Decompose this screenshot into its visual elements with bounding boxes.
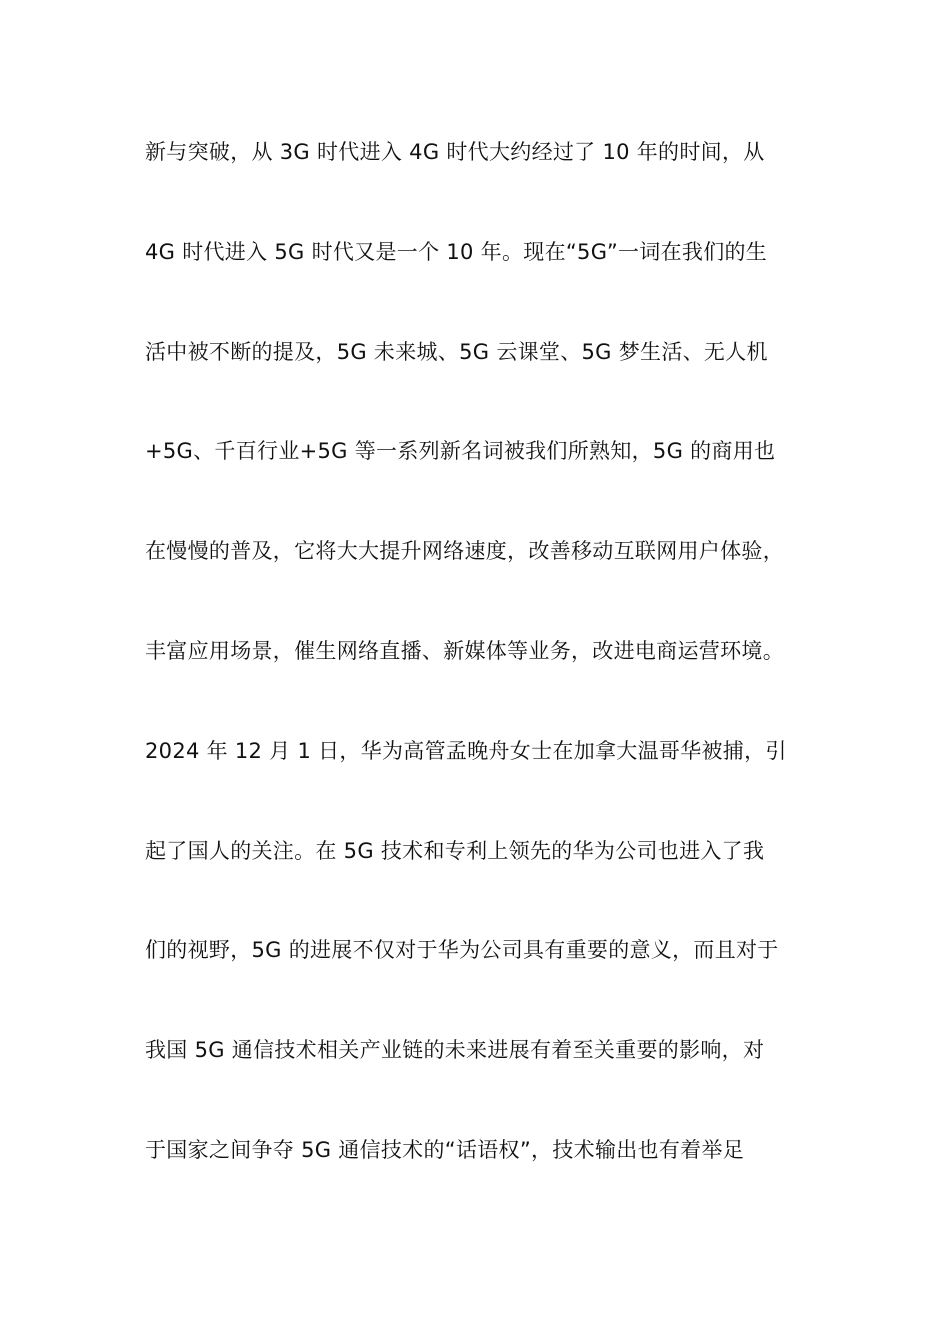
text-line: 起了国人的关注。在 5G 技术和专利上领先的华为公司也进入了我 (145, 838, 765, 863)
text-line: 在慢慢的普及，它将大大提升网络速度，改善移动互联网用户体验， (145, 539, 784, 564)
text-line: 4G 时代进入 5G 时代又是一个 10 年。现在“5G”一词在我们的生 (145, 239, 768, 264)
text-line: 丰富应用场景，催生网络直播、新媒体等业务，改进电商运营环境。 (145, 638, 784, 663)
text-line: 我国 5G 通信技术相关产业链的未来进展有着至关重要的影响，对 (145, 1038, 765, 1063)
text-line: 们的视野，5G 的进展不仅对于华为公司具有重要的意义，而且对于 (145, 938, 779, 963)
text-line: 新与突破，从 3G 时代进入 4G 时代大约经过了 10 年的时间，从 (145, 140, 765, 164)
text-line: 于国家之间争夺 5G 通信技术的“话语权”，技术输出也有着举足 (145, 1137, 745, 1162)
text-line: +5G、千百行业+5G 等一系列新名词被我们所熟知，5G 的商用也 (145, 439, 776, 464)
text-line: 活中被不断的提及，5G 未来城、5G 云课堂、5G 梦生活、无人机 (145, 339, 768, 364)
body-text (145, 133, 825, 1231)
text-line: 2024 年 12 月 1 日，华为高管孟晚舟女士在加拿大温哥华被捕，引 (145, 738, 787, 763)
